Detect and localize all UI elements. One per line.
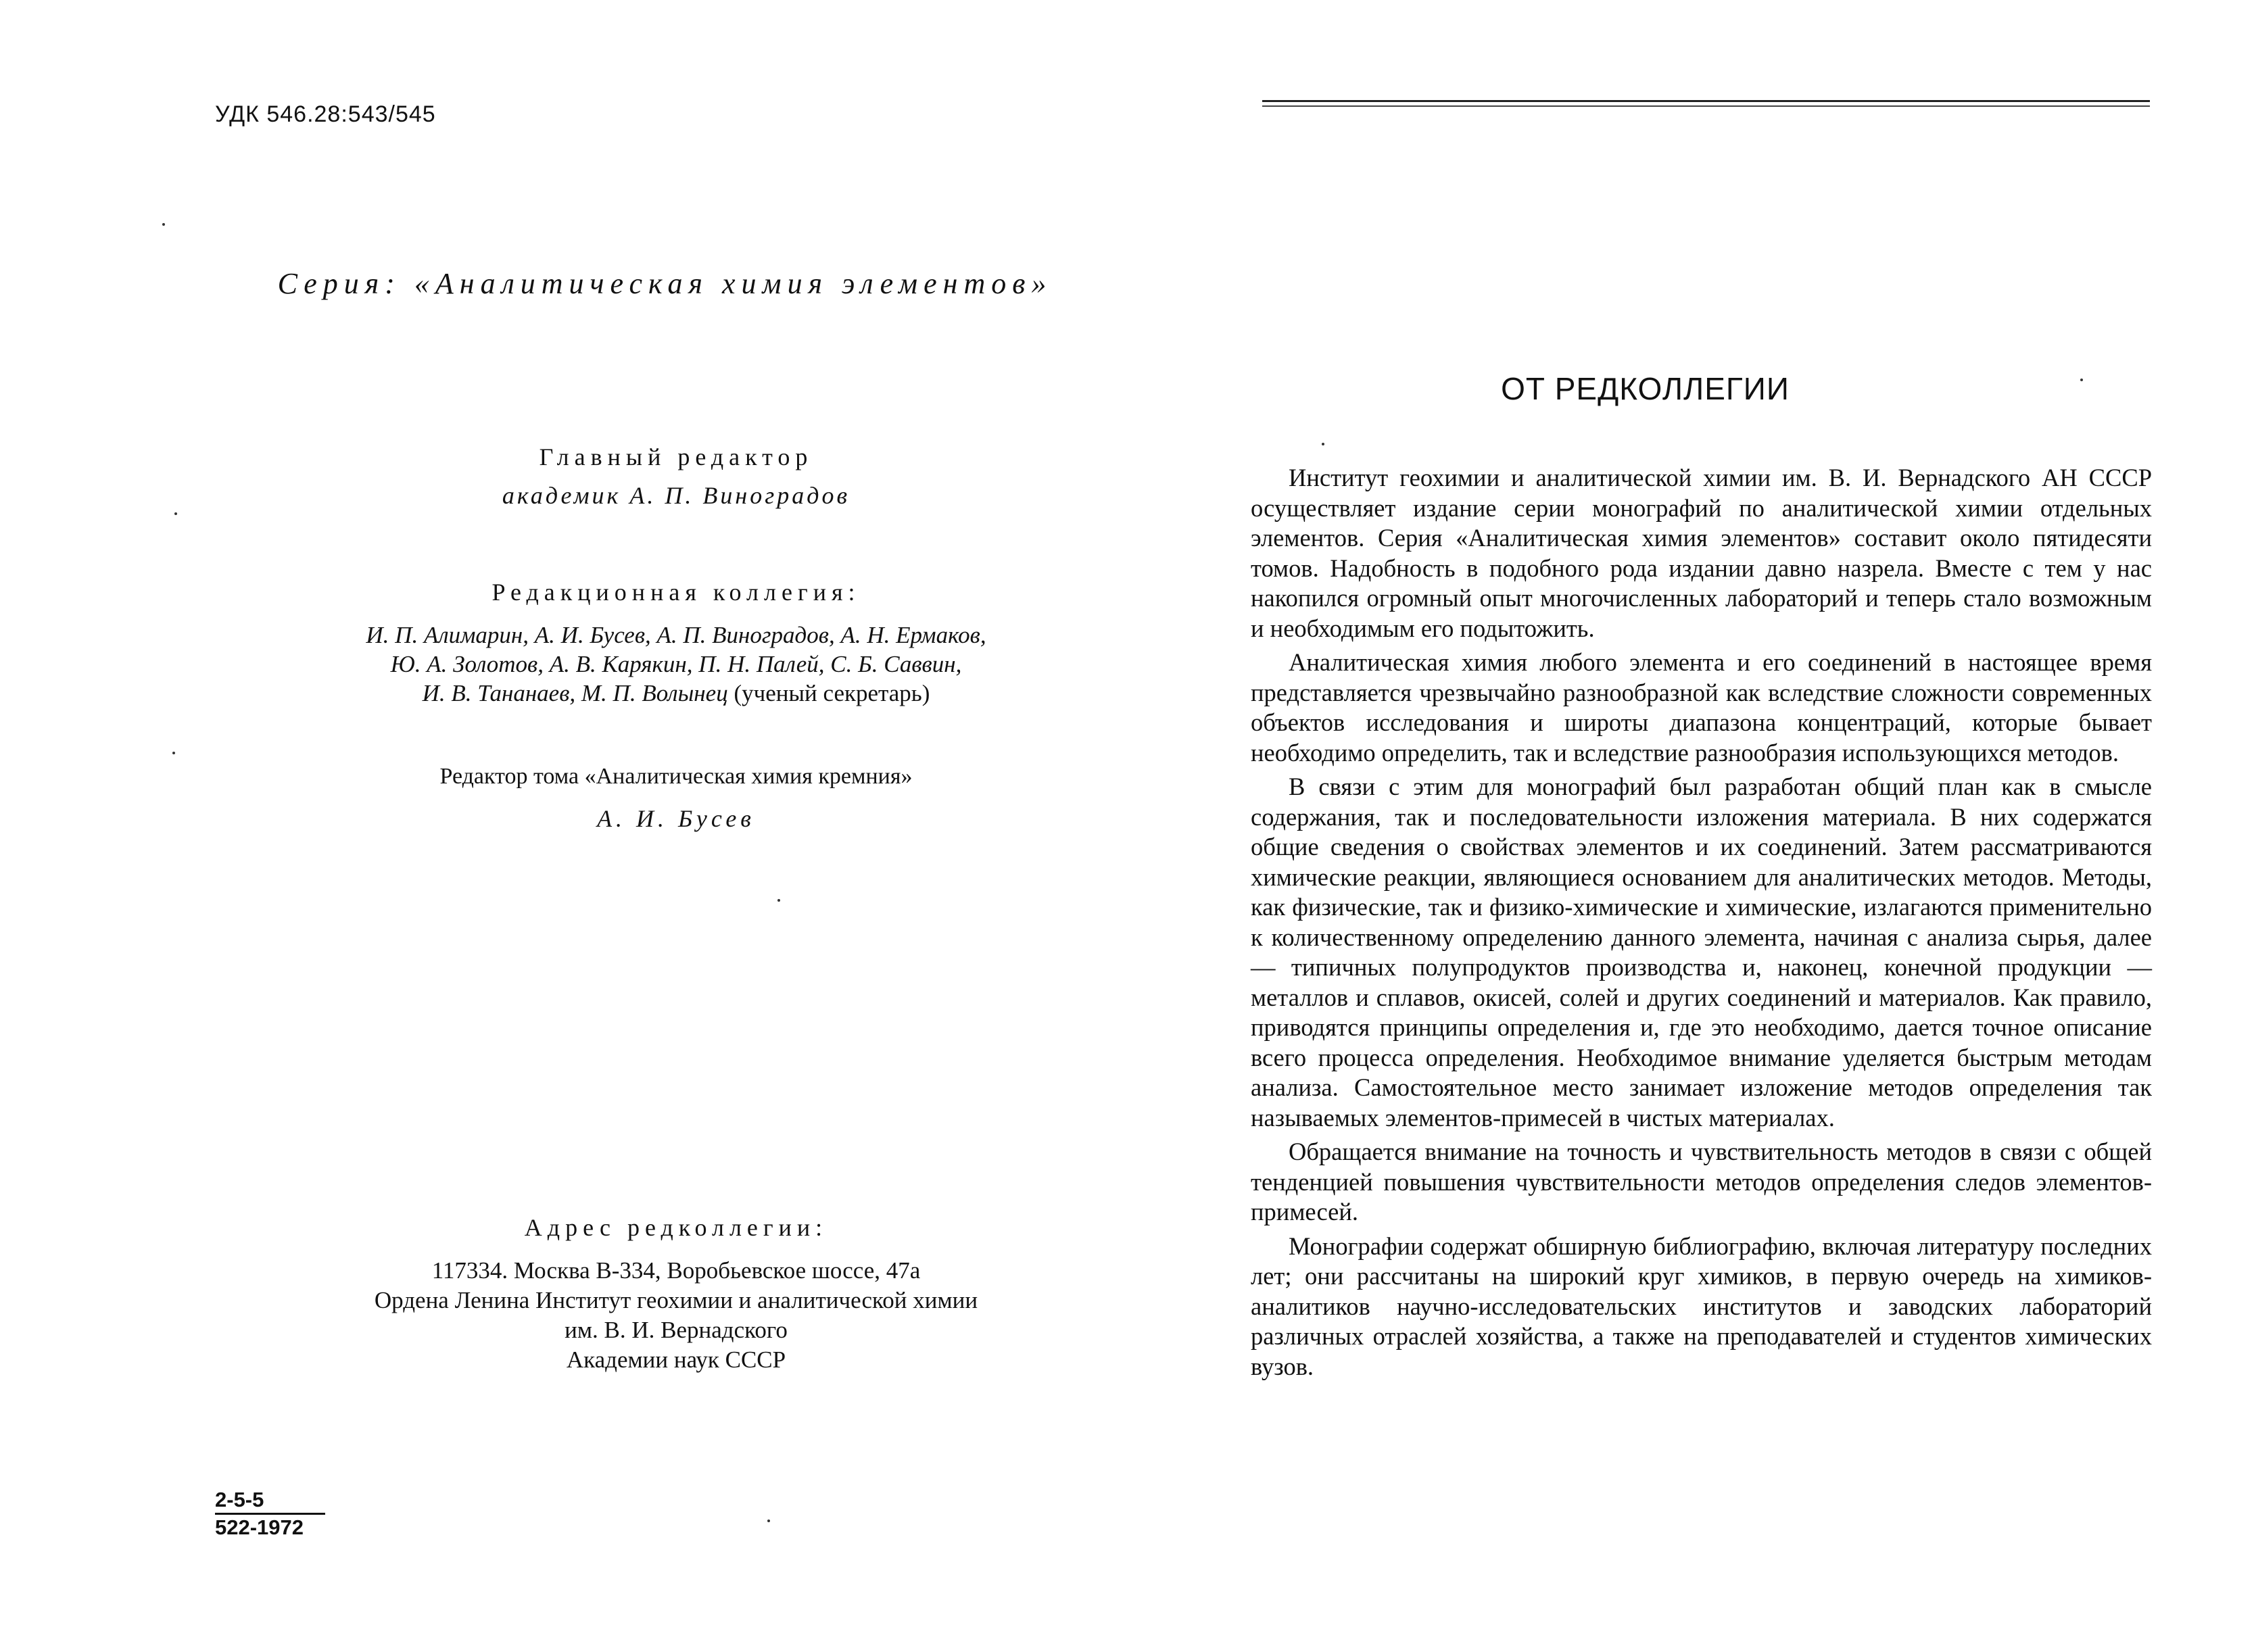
address-label: Адрес редколлегии:	[524, 1214, 828, 1241]
chief-editor-name: академик А. П. Виноградов	[502, 482, 850, 509]
series-title: Серия: «Аналитическая химия элементов»	[277, 267, 1053, 300]
volume-editor-label: Редактор тома «Аналитическая химия кремния»	[439, 764, 913, 789]
paragraph: Институт геохимии и аналитической химии им. В. И. Вернадского АН СССР осуществляет издание серии монографий по аналитической химии отдельных элементов. Серия «Аналитическая химия элементов» составит около пятидесяти томов. Надобность в подобного рода издании давно назрела. Вместе с тем у нас накопился огромный опыт многочисленных лабораторий и теперь стало возможным и необходимым его подытожить.	[1251, 464, 2152, 642]
publication-code	[215, 1487, 325, 1540]
address-line: Академии наук СССР	[566, 1346, 786, 1373]
paragraph: Аналитическая химия любого элемента и его соединений в настоящее время представляется чрезвычайно разнообразной как вследствие сложности современных объектов исследования и широты диапазона концентраций, которые бывает необходимо определить, так и вследствие разнообразия использующихся методов.	[1251, 648, 2152, 767]
chief-editor-label: Главный редактор	[539, 443, 813, 470]
scan-speck	[162, 223, 165, 226]
board-line: И. П. Алимарин, А. И. Бусев, А. П. Виноградов, А. Н. Ермаков,	[366, 622, 986, 648]
publication-code-bottom: 522-1972	[215, 1515, 304, 1539]
udk-code: УДК 546.28:543/545	[215, 101, 436, 127]
page-heading: ОТ РЕДКОЛЛЕГИИ	[1501, 371, 1790, 406]
address-line: Ордена Ленина Институт геохимии и аналитической химии	[374, 1287, 978, 1313]
scan-speck	[1322, 443, 1324, 445]
paragraph: Монографии содержат обширную библиографию, включая литературу последних лет; они рассчитаны на широкий круг химиков, в первую очередь на химиков-аналитиков научно-исследовательских институтов и заводских лабораторий различных отраслей хозяйства, а также на преподавателей и студентов химических вузов.	[1251, 1232, 2152, 1380]
publication-code-top: 2-5-5	[215, 1487, 325, 1515]
top-rule	[1262, 100, 2150, 102]
scan-speck	[172, 752, 175, 754]
top-rule-secondary	[1262, 105, 2150, 107]
board-label: Редакционная коллегия:	[491, 579, 861, 606]
scan-speck	[767, 1520, 770, 1522]
board-secretary-note: (ученый секретарь)	[734, 680, 930, 706]
paragraph: В связи с этим для монографий был разработан общий план как в смысле содержания, так и последовательности изложения материала. В них содержатся общие сведения о свойствах элементов и их соединений. Затем рассматриваются химические реакции, являющиеся основанием для аналитических методов. Методы, как физические, так и физико-химические и химические, излагаются применительно к количественному определению данного элемента, начиная с анализа сырья, далее — типичных полупродуктов производства и, наконец, конечной продукции — металлов и сплавов, окисей, солей и других соединений и материалов. Как правило, приводятся принципы определения и, где это необходимо, дается точное описание всего процесса определения. Необходимое внимание уделяется быстрым методам анализа. Самостоятельное место занимает изложение методов определения так называемых элементов-примесей в чистых материалах.	[1251, 773, 2152, 1132]
board-line-names: И. В. Тананаев, М. П. Волынец	[422, 680, 728, 706]
board-line: Ю. А. Золотов, А. В. Карякин, П. Н. Палей, С. Б. Саввин,	[390, 651, 962, 677]
scan-speck	[777, 899, 780, 902]
address-block	[203, 1256, 1149, 1375]
address-line: 117334. Москва В-334, Воробьевское шоссе, 47а	[431, 1257, 921, 1284]
board-members	[203, 621, 1149, 708]
scan-speck	[2080, 379, 2083, 381]
scan-speck	[174, 512, 177, 515]
volume-editor-name: А. И. Бусев	[597, 805, 755, 832]
address-line: им. В. И. Вернадского	[565, 1317, 788, 1343]
editorial-text	[1251, 463, 2152, 1386]
paragraph: Обращается внимание на точность и чувствительность методов в связи с общей тенденцией повышения чувствительности методов определения следов элементов-примесей.	[1251, 1138, 2152, 1225]
right-page	[1127, 0, 2254, 1652]
board-line	[203, 679, 1149, 708]
